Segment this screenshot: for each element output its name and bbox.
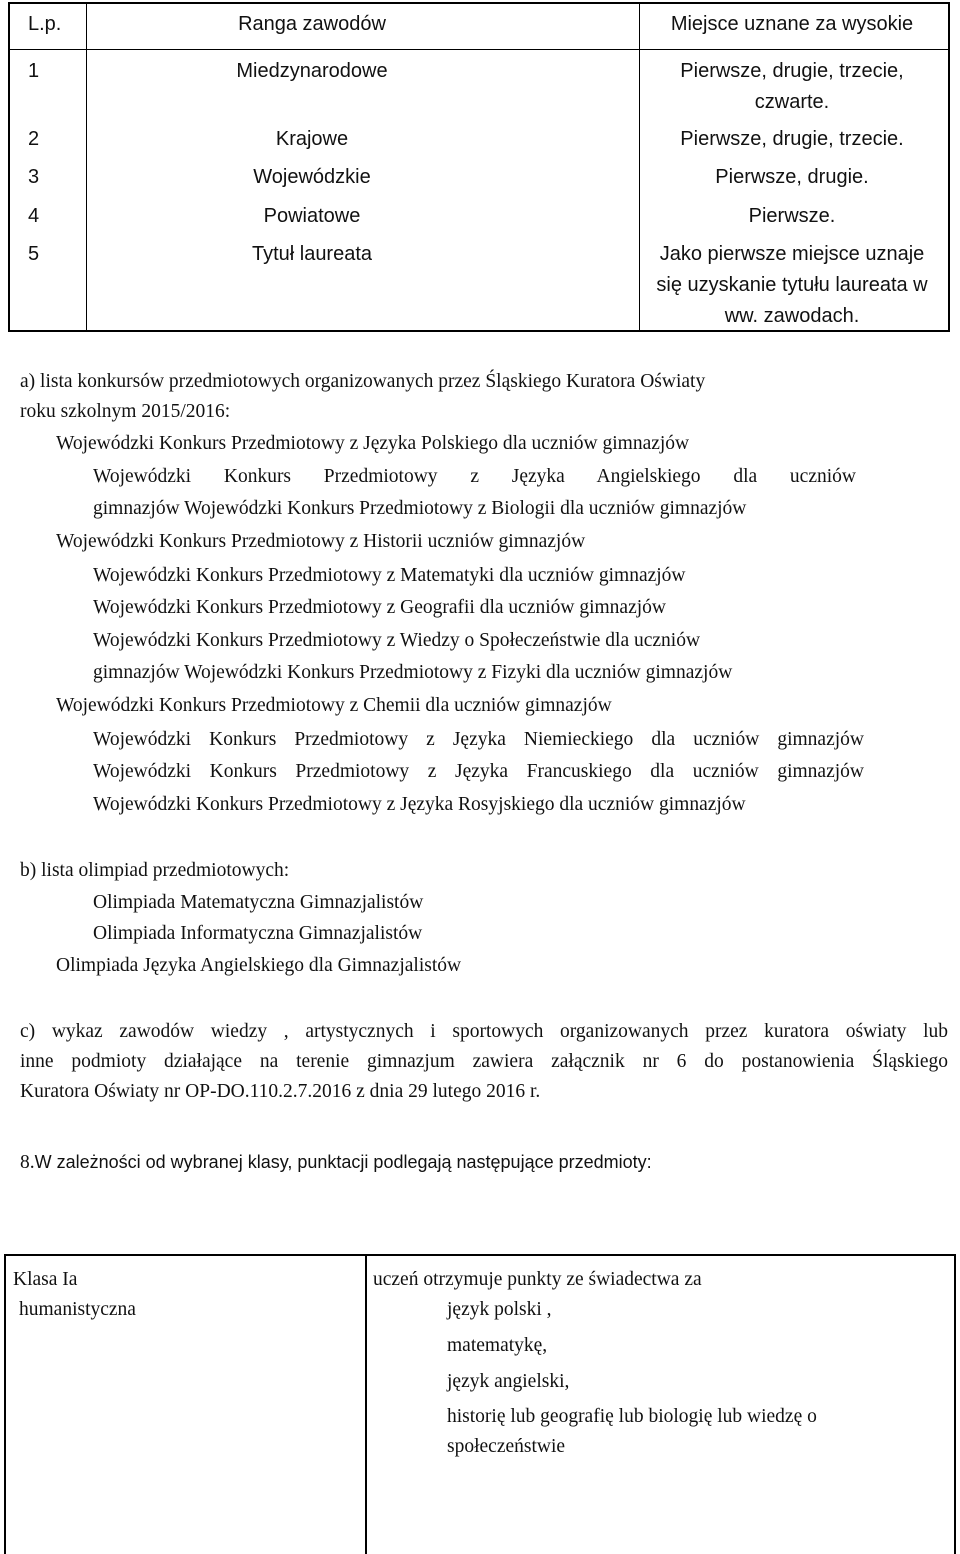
subject-item: matematykę,: [447, 1335, 548, 1356]
row-lp: 5: [28, 243, 40, 265]
row-lp: 2: [28, 128, 40, 150]
contest-line: Wojewódzki Konkurs Przedmiotowy z Wiedzy o Społeczeństwie dla uczniów: [93, 630, 701, 651]
contest-line: Wojewódzki Konkurs Przedmiotowy z Geografii dla uczniów gimnazjów: [93, 597, 666, 618]
rank-table: [8, 2, 950, 332]
header-lp: L.p.: [28, 13, 62, 35]
header-rank: Ranga zawodów: [238, 13, 386, 35]
row-place: Jako pierwsze miejsce uznaje: [659, 243, 925, 265]
row-place: się uzyskanie tytułu laureata w: [656, 274, 928, 296]
subject-item: historię lub geografię lub biologię lub wiedzę o: [447, 1406, 817, 1427]
contest-line: Wojewódzki Konkurs Przedmiotowy z Języka Angielskiego dla uczniów: [93, 466, 856, 487]
section-a-intro: roku szkolnym 2015/2016:: [20, 401, 231, 422]
contest-line: Wojewódzki Konkurs Przedmiotowy z Języka Niemieckiego dla uczniów gimnazjów: [93, 729, 864, 750]
row-place: Pierwsze, drugie.: [715, 166, 869, 188]
row-place: Pierwsze.: [748, 205, 836, 227]
class-table: [4, 1254, 956, 1554]
row-place: Pierwsze, drugie, trzecie,: [680, 60, 904, 82]
row-place: ww. zawodach.: [724, 305, 860, 327]
row-rank: Powiatowe: [263, 205, 361, 227]
contest-line: Wojewódzki Konkurs Przedmiotowy z Języka Rosyjskiego dla uczniów gimnazjów: [93, 794, 746, 815]
section-c-line: c) wykaz zawodów wiedzy , artystycznych i sportowych organizowanych przez kuratora oświaty lub: [20, 1021, 948, 1042]
point-8-text: W zależności od wybranej klasy, punktacji podlegają następujące przedmioty:: [34, 1152, 652, 1172]
olympiad-item: Olimpiada Matematyczna Gimnazjalistów: [93, 892, 424, 913]
row-place: Pierwsze, drugie, trzecie.: [680, 128, 904, 150]
section-c-line: Kuratora Oświaty nr OP-DO.110.2.7.2016 z dnia 29 lutego 2016 r.: [20, 1081, 541, 1102]
row-rank: Wojewódzkie: [253, 166, 371, 188]
row-rank: Miedzynarodowe: [236, 60, 388, 82]
contest-line: Wojewódzki Konkurs Przedmiotowy z Historii uczniów gimnazjów: [56, 531, 586, 552]
section-b-title: b) lista olimpiad przedmiotowych:: [20, 860, 290, 881]
section-a-intro: a) lista konkursów przedmiotowych organizowanych przez Śląskiego Kuratora Oświaty: [20, 371, 706, 392]
olympiad-item: Olimpiada Języka Angielskiego dla Gimnazjalistów: [56, 955, 462, 976]
row-lp: 4: [28, 205, 40, 227]
contest-line: gimnazjów Wojewódzki Konkurs Przedmiotowy z Biologii dla uczniów gimnazjów: [93, 498, 747, 519]
contest-line: Wojewódzki Konkurs Przedmiotowy z Języka Francuskiego dla uczniów gimnazjów: [93, 761, 864, 782]
class-name: humanistyczna: [19, 1299, 136, 1320]
class-name: Klasa Ia: [13, 1269, 78, 1290]
contest-line: Wojewódzki Konkurs Przedmiotowy z Matematyki dla uczniów gimnazjów: [93, 565, 686, 586]
subject-item: język polski ,: [447, 1299, 552, 1320]
contest-line: gimnazjów Wojewódzki Konkurs Przedmiotowy z Fizyki dla uczniów gimnazjów: [93, 662, 733, 683]
contest-line: Wojewódzki Konkurs Przedmiotowy z Języka Polskiego dla uczniów gimnazjów: [56, 433, 690, 454]
point-8: [20, 1146, 652, 1179]
subject-item: społeczeństwie: [447, 1436, 566, 1457]
row-place: czwarte.: [754, 91, 830, 113]
section-c-line: inne podmioty działające na terenie gimnazjum zawiera załącznik nr 6 do postanowienia Śląskiego: [20, 1051, 948, 1072]
row-rank: Tytuł laureata: [251, 243, 373, 265]
subject-item: język angielski,: [447, 1371, 570, 1392]
point-8-number: 8.: [20, 1152, 35, 1173]
row-lp: 3: [28, 166, 40, 188]
header-place: Miejsce uznane za wysokie: [670, 13, 914, 35]
contest-line: Wojewódzki Konkurs Przedmiotowy z Chemii dla uczniów gimnazjów: [56, 695, 612, 716]
olympiad-item: Olimpiada Informatyczna Gimnazjalistów: [93, 923, 423, 944]
row-lp: 1: [28, 60, 40, 82]
row-rank: Krajowe: [275, 128, 349, 150]
class-intro: uczeń otrzymuje punkty ze świadectwa za: [373, 1269, 702, 1290]
